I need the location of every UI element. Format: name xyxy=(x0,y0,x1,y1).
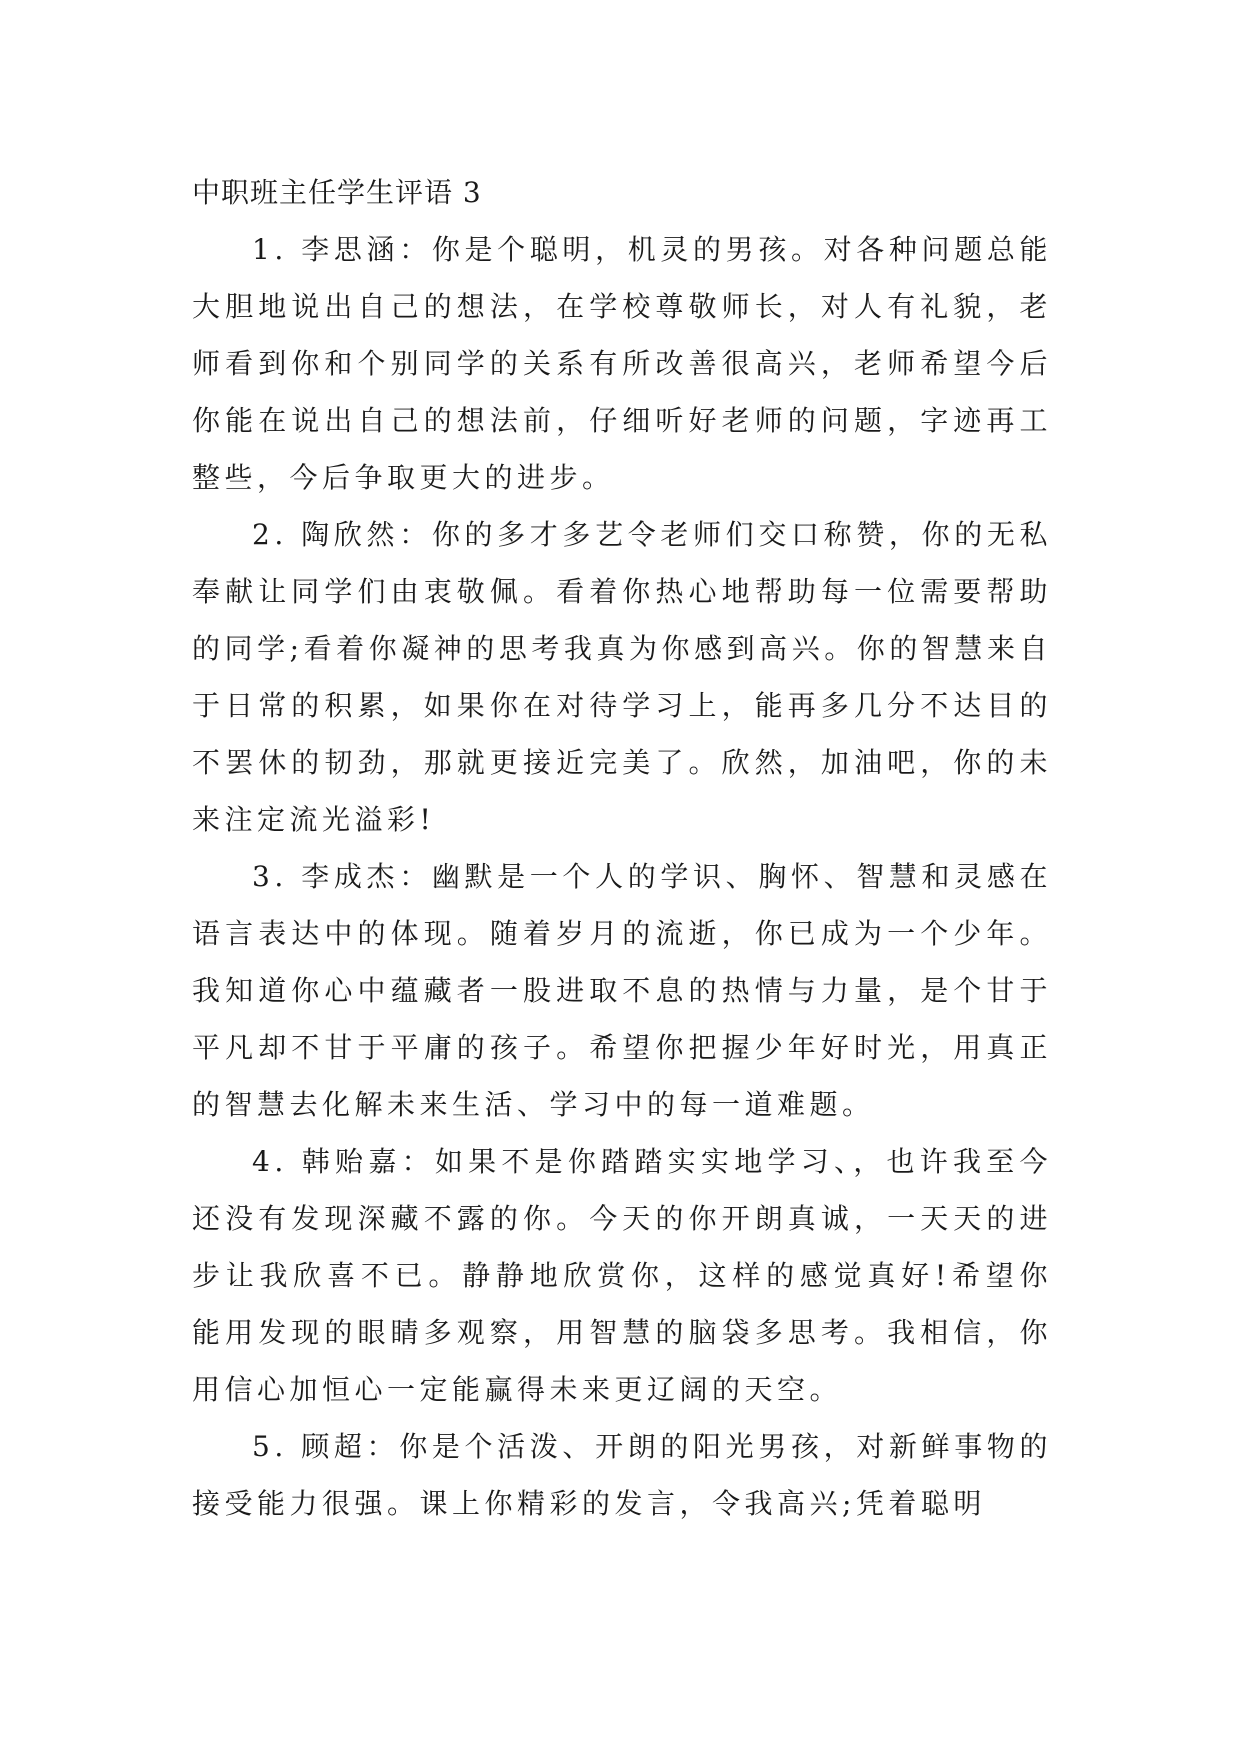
document-title: 中职班主任学生评语 3 xyxy=(192,176,482,209)
comment-paragraph-1: 1. 李思涵：你是个聪明，机灵的男孩。对各种问题总能大胆地说出自己的想法，在学校尊敬师长，对人有礼貌，老师看到你和个别同学的关系有所改善很高兴，老师希望今后你能在说出自己的想法前，仔细听好老师的问题，字迹再工整些，今后争取更大的进步。 xyxy=(192,233,1052,494)
comment-paragraph-2: 2. 陶欣然：你的多才多艺令老师们交口称赞，你的无私奉献让同学们由衷敬佩。看着你热心地帮助每一位需要帮助的同学;看着你凝神的思考我真为你感到高兴。你的智慧来自于日常的积累，如果你在对待学习上，能再多几分不达目的不罢休的韧劲，那就更接近完美了。欣然，加油吧，你的未来注定流光溢彩! xyxy=(192,518,1052,836)
comment-paragraph-4: 4. 韩贻嘉：如果不是你踏踏实实地学习、，也许我至今还没有发现深藏不露的你。今天的你开朗真诚，一天天的进步让我欣喜不已。静静地欣赏你，这样的感觉真好!希望你能用发现的眼睛多观察，用智慧的脑袋多思考。我相信，你用信心加恒心一定能赢得未来更辽阔的天空。 xyxy=(192,1145,1052,1406)
document-body xyxy=(192,164,1052,1532)
comment-paragraph-5: 5. 顾超：你是个活泼、开朗的阳光男孩，对新鲜事物的接受能力很强。课上你精彩的发言，令我高兴;凭着聪明 xyxy=(192,1430,1052,1520)
comment-paragraph-3: 3. 李成杰：幽默是一个人的学识、胸怀、智慧和灵感在语言表达中的体现。随着岁月的流逝，你已成为一个少年。我知道你心中蕴藏者一股进取不息的热情与力量，是个甘于平凡却不甘于平庸的孩子。希望你把握少年好时光，用真正的智慧去化解未来生活、学习中的每一道难题。 xyxy=(192,860,1052,1121)
